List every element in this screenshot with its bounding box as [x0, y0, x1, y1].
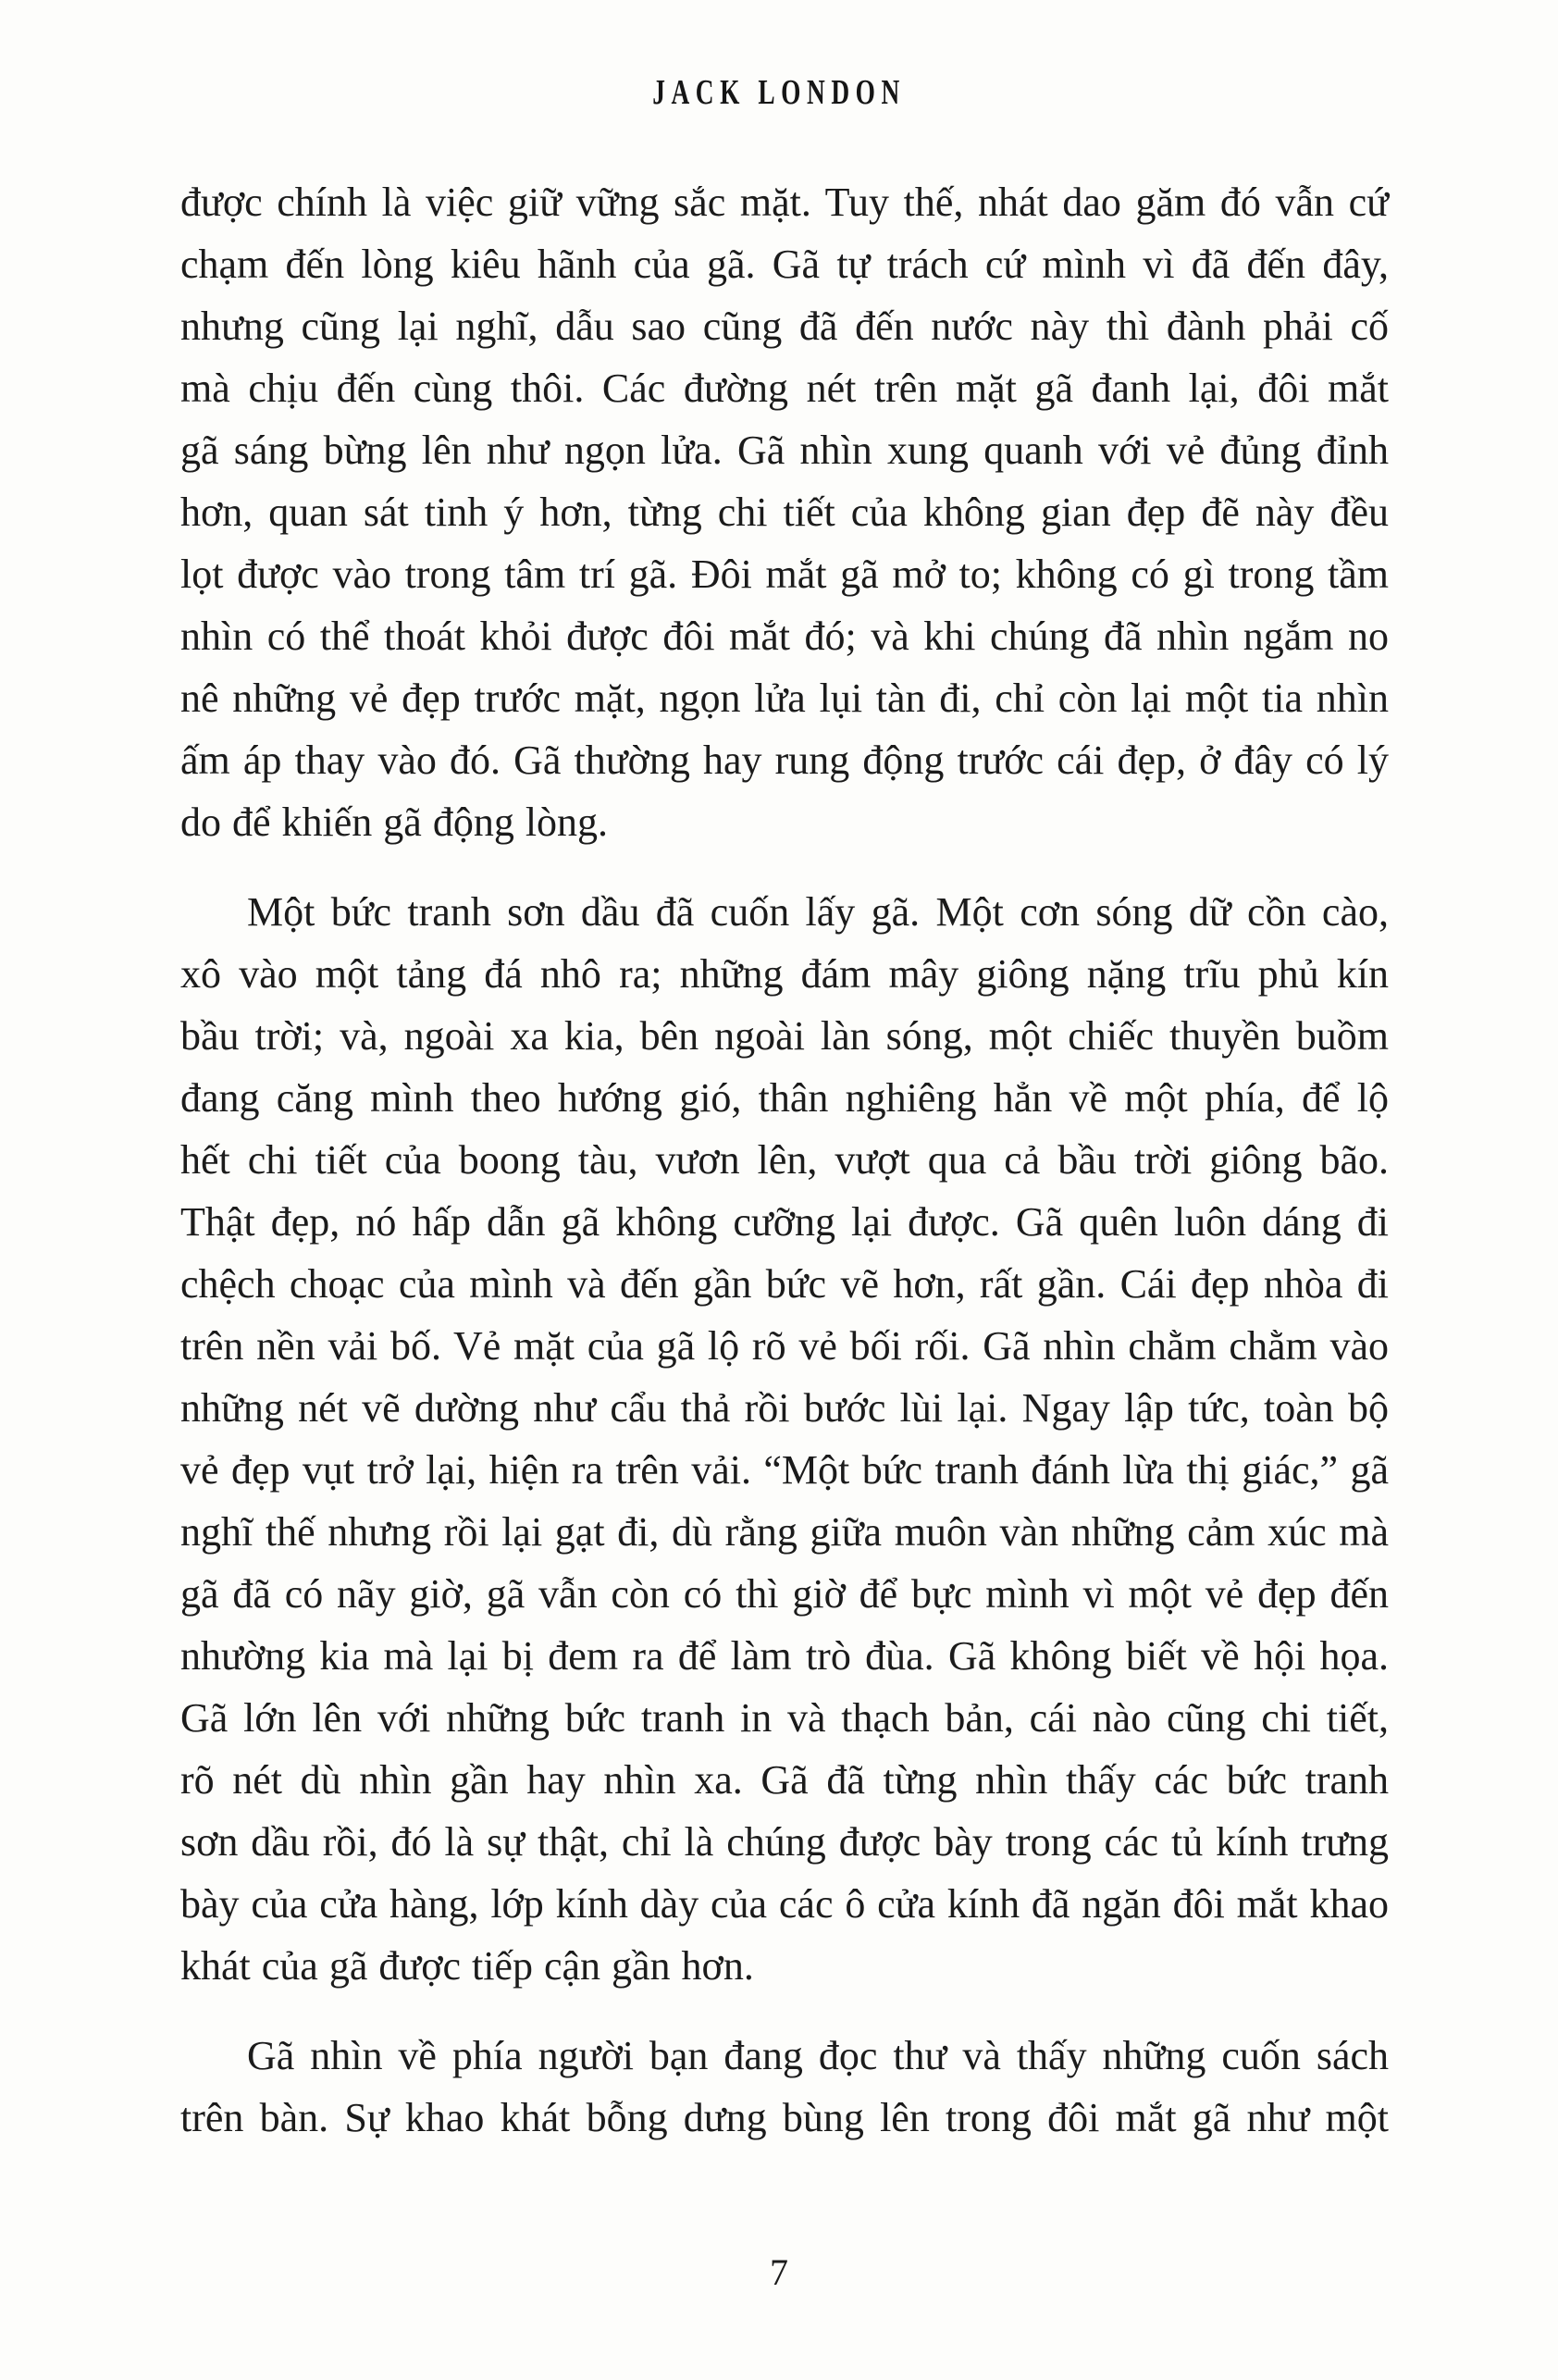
text-line: trên nền vải bố. Vẻ mặt của gã lộ rõ vẻ bối rối. Gã nhìn chằm chằm vào [180, 1323, 1389, 1369]
text-line: gã sáng bừng lên như ngọn lửa. Gã nhìn xung quanh với vẻ đủng đỉnh [180, 428, 1389, 473]
text-line: ấm áp thay vào đó. Gã thường hay rung động trước cái đẹp, ở đây có lý [180, 738, 1389, 783]
text-line: nhưng cũng lại nghĩ, dẫu sao cũng đã đến nước này thì đành phải cố [180, 304, 1389, 349]
text-line: mà chịu đến cùng thôi. Các đường nét trên mặt gã đanh lại, đôi mắt [180, 366, 1389, 411]
text-line: chệch choạc của mình và đến gần bức vẽ hơn, rất gần. Cái đẹp nhòa đi [180, 1261, 1389, 1307]
text-line: nhìn có thể thoát khỏi được đôi mắt đó; và khi chúng đã nhìn ngắm no [180, 614, 1389, 659]
text-line: lọt được vào trong tâm trí gã. Đôi mắt gã mở to; không có gì trong tầm [180, 552, 1389, 597]
text-line: đang căng mình theo hướng gió, thân nghiêng hẳn về một phía, để lộ [180, 1075, 1389, 1121]
text-line: rõ nét dù nhìn gần hay nhìn xa. Gã đã từng nhìn thấy các bức tranh [180, 1757, 1389, 1803]
text-line: vẻ đẹp vụt trở lại, hiện ra trên vải. “Một bức tranh đánh lừa thị giác,” gã [180, 1447, 1389, 1493]
text-line: hết chi tiết của boong tàu, vươn lên, vượt qua cả bầu trời giông bão. [180, 1137, 1389, 1183]
text-line: sơn dầu rồi, đó là sự thật, chỉ là chúng được bày trong các tủ kính trưng [180, 1819, 1389, 1865]
text-line: chạm đến lòng kiêu hãnh của gã. Gã tự trách cứ mình vì đã đến đây, [180, 242, 1389, 287]
page-title: JACK LONDON [652, 73, 906, 112]
text-line: Gã lớn lên với những bức tranh in và thạch bản, cái nào cũng chi tiết, [180, 1695, 1389, 1741]
text-line: nê những vẻ đẹp trước mặt, ngọn lửa lụi tàn đi, chỉ còn lại một tia nhìn [180, 676, 1389, 721]
text-line: bày của cửa hàng, lớp kính dày của các ô cửa kính đã ngăn đôi mắt khao [180, 1881, 1389, 1927]
text-line: Thật đẹp, nó hấp dẫn gã không cưỡng lại được. Gã quên luôn dáng đi [180, 1199, 1389, 1245]
paragraph [180, 171, 1389, 853]
paragraph [180, 2025, 1389, 2149]
running-head [0, 72, 1558, 113]
text-line: Một bức tranh sơn dầu đã cuốn lấy gã. Một cơn sóng dữ cồn cào, [247, 889, 1389, 935]
text-line: những nét vẽ dường như cẩu thả rồi bước lùi lại. Ngay lập tức, toàn bộ [180, 1385, 1389, 1431]
paragraph [180, 881, 1389, 1997]
text-line: gã đã có nãy giờ, gã vẫn còn có thì giờ để bực mình vì một vẻ đẹp đến [180, 1571, 1389, 1617]
text-line: bầu trời; và, ngoài xa kia, bên ngoài làn sóng, một chiếc thuyền buồm [180, 1013, 1389, 1059]
text-line: được chính là việc giữ vững sắc mặt. Tuy thế, nhát dao găm đó vẫn cứ [180, 180, 1389, 225]
text-line: khát của gã được tiếp cận gần hơn. [180, 1943, 754, 1989]
text-line: nhường kia mà lại bị đem ra để làm trò đùa. Gã không biết về hội họa. [180, 1633, 1389, 1679]
text-line: nghĩ thế nhưng rồi lại gạt đi, dù rằng giữa muôn vàn những cảm xúc mà [180, 1509, 1389, 1555]
text-line: Gã nhìn về phía người bạn đang đọc thư và thấy những cuốn sách [247, 2033, 1389, 2078]
text-line: trên bàn. Sự khao khát bỗng dưng bùng lên trong đôi mắt gã như một [180, 2095, 1389, 2140]
text-line: xô vào một tảng đá nhô ra; những đám mây giông nặng trĩu phủ kín [180, 951, 1389, 997]
page-number: 7 [770, 2251, 788, 2293]
text-line: hơn, quan sát tinh ý hơn, từng chi tiết của không gian đẹp đẽ này đều [180, 490, 1389, 535]
text-line: do để khiến gã động lòng. [180, 800, 609, 845]
text-block [180, 171, 1389, 2149]
